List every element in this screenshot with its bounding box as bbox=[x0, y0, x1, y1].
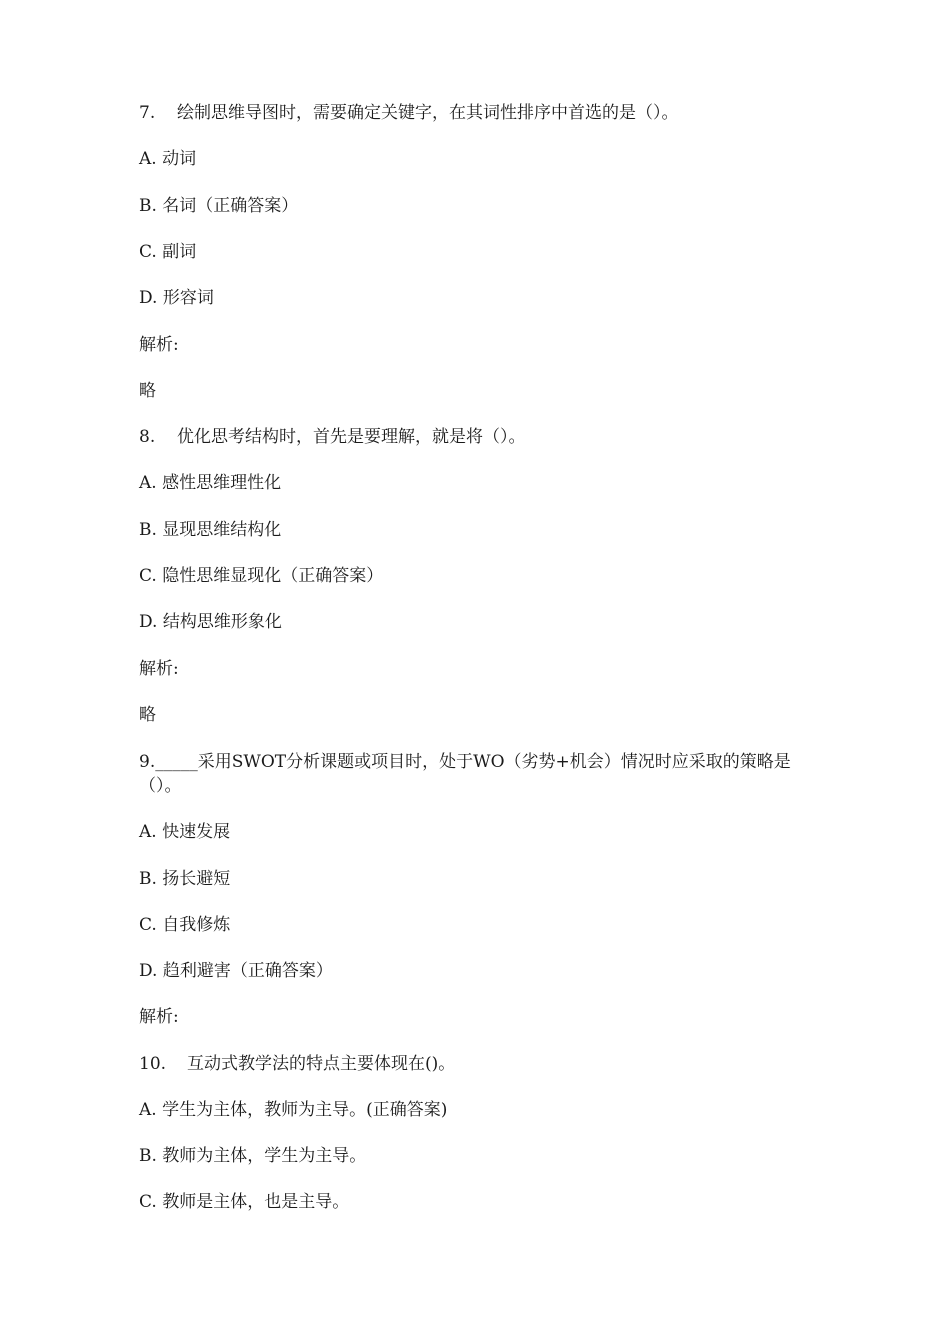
option-d: D. 形容词 bbox=[139, 288, 214, 308]
option-d: D. 趋利避害（正确答案） bbox=[139, 961, 333, 981]
option-c: C. 自我修炼 bbox=[139, 915, 231, 935]
option-c: C. 副词 bbox=[139, 242, 197, 262]
question-text: 绘制思维导图时，需要确定关键字，在其词性排序中首选的是（）。 bbox=[177, 103, 679, 123]
question-number: 8. bbox=[139, 427, 156, 447]
question-10 bbox=[139, 1053, 455, 1076]
option-a: A. 快速发展 bbox=[139, 822, 231, 842]
analysis-text: 略 bbox=[139, 381, 156, 401]
question-text: 互动式教学法的特点主要体现在()。 bbox=[187, 1054, 456, 1074]
analysis-label: 解析: bbox=[139, 335, 179, 355]
option-a: A. 感性思维理性化 bbox=[139, 473, 282, 493]
analysis-text: 略 bbox=[139, 705, 156, 725]
question-number: 10. bbox=[139, 1054, 167, 1074]
question-8 bbox=[139, 426, 526, 449]
question-text: _____采用SWOT分析课题或项目时，处于WO（劣势+机会）情况时应采取的策略是（）。 bbox=[139, 752, 791, 796]
analysis-label: 解析: bbox=[139, 659, 179, 679]
option-c: C. 隐性思维显现化（正确答案） bbox=[139, 566, 384, 586]
question-number: 9. bbox=[139, 752, 156, 772]
option-b: B. 教师为主体，学生为主导。 bbox=[139, 1146, 367, 1166]
option-a: A. 学生为主体，教师为主导。(正确答案) bbox=[139, 1100, 448, 1120]
option-b: B. 显现思维结构化 bbox=[139, 520, 282, 540]
option-b: B. 名词（正确答案） bbox=[139, 196, 299, 216]
option-c: C. 教师是主体，也是主导。 bbox=[139, 1192, 350, 1212]
question-9 bbox=[139, 750, 819, 798]
option-a: A. 动词 bbox=[139, 149, 197, 169]
option-d: D. 结构思维形象化 bbox=[139, 612, 282, 632]
question-number: 7. bbox=[139, 103, 156, 123]
option-b: B. 扬长避短 bbox=[139, 869, 231, 889]
question-7 bbox=[139, 102, 679, 125]
question-text: 优化思考结构时，首先是要理解，就是将（）。 bbox=[177, 427, 526, 447]
analysis-label: 解析: bbox=[139, 1007, 179, 1027]
